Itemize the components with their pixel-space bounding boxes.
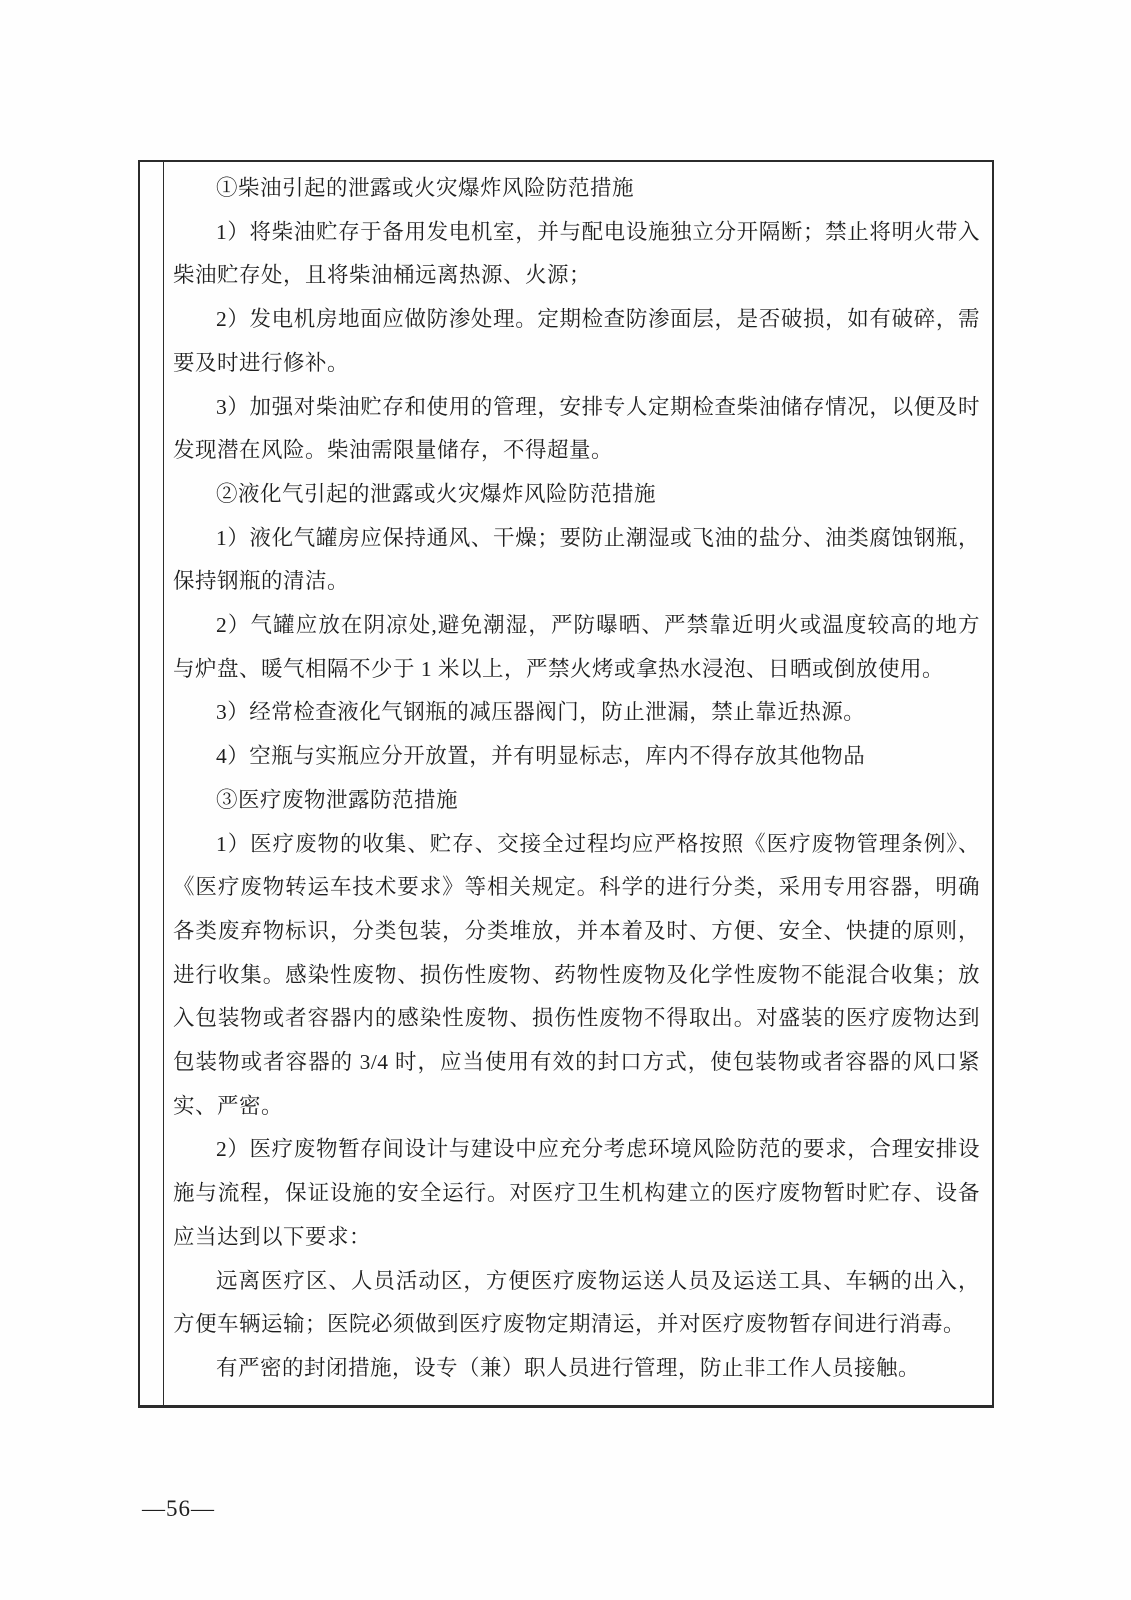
paragraph-medwaste-requirement-1: 远离医疗区、人员活动区，方便医疗废物运送人员及运送工具、车辆的出入，方便车辆运输；医院必须做到医疗废物定期清运，并对医疗废物暂存间进行消毒。 bbox=[173, 1268, 980, 1337]
paragraph-lpg-item-2: 2）气罐应放在阴凉处,避免潮湿，严防曝晒、严禁靠近明火或温度较高的地方与炉盘、暖气相隔不少于 1 米以上，严禁火烤或拿热水浸泡、日晒或倒放使用。 bbox=[173, 613, 980, 681]
paragraph-medwaste-heading: ③医疗废物泄露防范措施 bbox=[216, 787, 459, 812]
paragraph-diesel-heading: ①柴油引起的泄露或火灾爆炸风险防范措施 bbox=[216, 176, 635, 200]
paragraph-lpg-item-1: 1）液化气罐房应保持通风、干燥；要防止潮湿或飞油的盐分、油类腐蚀钢瓶，保持钢瓶的清洁。 bbox=[173, 525, 980, 594]
paragraph-medwaste-requirement-2: 有严密的封闭措施，设专（兼）职人员进行管理，防止非工作人员接触。 bbox=[216, 1355, 921, 1380]
paragraph-diesel-item-1: 1）将柴油贮存于备用发电机室，并与配电设施独立分开隔断；禁止将明火带入柴油贮存处，且将柴油桶远离热源、火源； bbox=[173, 219, 980, 288]
table-cell-content bbox=[164, 162, 992, 1405]
table-cell-frame bbox=[138, 160, 994, 1408]
paragraph-lpg-item-4: 4）空瓶与实瓶应分开放置，并有明显标志，库内不得存放其他物品 bbox=[216, 744, 866, 769]
table-left-gutter-column bbox=[140, 162, 164, 1405]
paragraph-medwaste-item-1: 1）医疗废物的收集、贮存、交接全过程均应严格按照《医疗废物管理条例》、《医疗废物转运车技术要求》等相关规定。科学的进行分类，采用专用容器，明确各类废弃物标识，分类包装，分类堆放，并本着及时、方便、安全、快捷的原则，进行收集。感染性废物、损伤性废物、药物性废物及化学性废物不能混合收集；放入包装物或者容器内的感染性废物、损伤性废物不得取出。对盛装的医疗废物达到包装物或者容器的 3/4 时，应当使用有效的封口方式，使包装物或者容器的风口紧实、严密。 bbox=[173, 831, 980, 1118]
paragraph-medwaste-item-2: 2）医疗废物暂存间设计与建设中应充分考虑环境风险防范的要求，合理安排设施与流程，保证设施的安全运行。对医疗卫生机构建立的医疗废物暂时贮存、设备应当达到以下要求： bbox=[173, 1137, 980, 1249]
paragraph-lpg-item-3: 3）经常检查液化气钢瓶的减压器阀门，防止泄漏，禁止靠近热源。 bbox=[216, 700, 866, 725]
paragraph-diesel-item-2: 2）发电机房地面应做防渗处理。定期检查防渗面层，是否破损，如有破碎，需要及时进行修补。 bbox=[173, 307, 980, 375]
page-number: —56— bbox=[142, 1496, 215, 1521]
paragraph-diesel-item-3: 3）加强对柴油贮存和使用的管理，安排专人定期检查柴油储存情况，以便及时发现潜在风险。柴油需限量储存，不得超量。 bbox=[173, 394, 980, 463]
paragraph-lpg-heading: ②液化气引起的泄露或火灾爆炸风险防范措施 bbox=[216, 481, 657, 506]
